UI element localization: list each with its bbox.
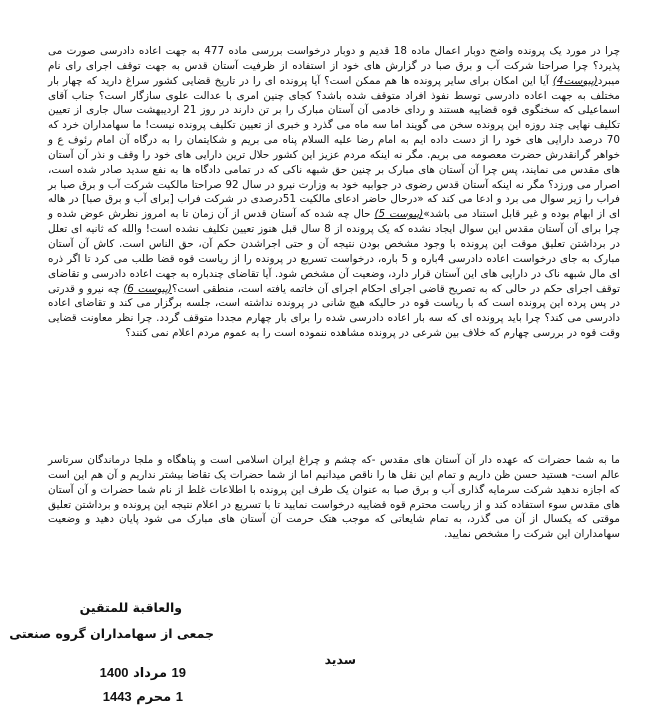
company-name: سدید	[324, 652, 356, 667]
lunar-date	[0, 689, 183, 705]
attachment-reference-4: (پیوست4)	[552, 74, 598, 87]
body-paragraph-2: ما به شما حضرات که عهده دار آن آستان های مقدس -که چشم و چراغ ایران اسلامی است و پناهگاه و ملجا درماندگان سرتاسر عالم است- هستید حسن ظن داریم و تمام این نقل ها را ناقص میدانیم اما از شما حضرات یک تقاضا بیشتر نداریم و آن هم این است که اجازه ندهید شرکت سرمایه گذاری آب و برق صبا به عنوان یک طرف این پرونده با اطلاعات غلط از نام شما حضرات و آن آستان های مقدس سوء استفاده کند و از ریاست محترم قوه قضاییه درخواست نمایید تا با تسریع در اعلام نتیجه این پرونده و برداشتن تعلیق موقتی که یکسال از آن می گذرد، به تمام شایعاتی که موجب هتک حرمت آن آستان های مبارک می شود پایان دهید و وضعیت سهامداران این شرکت را مشخص نمایید.	[48, 454, 620, 541]
solar-date-month: مرداد	[133, 666, 167, 681]
paragraph-1-text-b: آیا این امکان برای سایر پرونده ها هم ممکن است؟ آیا پرونده ای را در تاریخ قضایی کشور سراغ دارید که چهار بار مختلف به جهت اعاده دادرسی توسط نفوذ افراد متوقف شده باشد؟ کجای چنین امری با عدالت علوی سازگار است؟ جناب آقای اسماعیلی که سخنگوی قوه قضاییه هستند و ردای خادمی آن آستان مبارک را بر تن دارند در روز 21 اردیبهشت سال جاری از تعیین تکلیف نهایی چند روزه این پرونده سخن می گویند اما سه ماه می گذرد و خبری از تعیین تکلیف پرونده نیست! ما سهامداران خرد که 70 درصد دارایی های خود را از دست داده ایم به امام رضا علیه السلام پناه می بریم و شکایتمان را به درگاه آن امام رئوف ع و خواهر گرانقدرش حضرت معصومه می بریم. مگر نه اینکه مردم عزیز این کشور حلال ترین دارایی های خود را وقف و نذر آن آستان های مقدس می نمایند، پس چرا آن آستان های مبارک بر چنین حق شبهه ناکی که در تمامی دادگاه ها به نفع سدید صادر شده است، اصرار می ورزد؟ مگر نه اینکه آستان قدس رضوی در جوابیه خود به وزارت نیرو در سال 92 صراحتا مالکیت شرکت آب و برق صبا بر فراب را زیر سوال می برد و ادعا می کند که «درحال حاضر ادعای مالکیت 51درصدی در شرکت فراب [برای آب و برق صبا] در هاله ای از ابهام بوده و غیر قابل استناد می باشد»	[48, 74, 621, 221]
paragraph-1-text-a: چرا در مورد یک پرونده واضح دوبار اعمال ماده 18 قدیم و دوبار درخواست بررسی ماده 477 به جهت اعاده دادرسی صورت می پذیرد؟ چرا صراحتا شرکت آب و برق صبا در گزارش های خود از استفاده از ظرفیت آستان قدس به جهت توقف اجرای رای نام میبرد	[48, 45, 621, 87]
lunar-date-year: 1443	[102, 689, 132, 704]
paragraph-1-text-d: چه نیرو و قدرتی در پس پرده این پرونده است که با ریاست قوه در حالیکه هیچ شانی در پرونده نداشته است، جلسه برگزار می کند و تقاضای اعاده دادرسی می کند؟ چرا باید پرونده ای که سه بار اعاده دادرسی شده را برای بار چهارم مجددا متوقف گردد. چرا نظر معاونت قضایی وقت قوه در بررسی چهارم که خلاف بین شرعی در پرونده مشاهده ننموده است را به عموم مردم اعلام نمی کنند؟	[48, 282, 620, 340]
body-paragraph-1	[48, 44, 620, 341]
paragraph-1-text-c: حال چه شده که آستان قدس از آن زمان تا به امروز نظرش عوض شده و چرا برای آن آستان مقدس این سوال ایجاد نشده که یک پرونده از 8 سال قبل هنوز تعیین تکلیف نشده است! والله که ثانیه ای تعلل در برداشتن تعلیق موقت این پرونده با وجود مشخص بودن نتیجه آن و حتی اجراشدن حکم آن، حق الناس است. کاش آن آستان مبارک به جای درخواست اعاده دادرسی 4باره و 5 باره، درخواست تسریع در پرونده را از ریاست قوه قضا طلب می کرد تا اگر ذره ای مال شبهه ناک در دارایی های این آستان قرار دارد، وضعیت آن مشخص شود. آیا تقاضای چندباره به جهت اعاده دادرسی و تقاضای توقف اجرای حکم در حالی که به تصریح قاضی اجرای احکام اجرای آن خاتمه یافته است، منطقی است؟	[48, 208, 621, 295]
lunar-date-day: 1	[175, 689, 183, 704]
attachment-reference-6: (پیوست 6)	[123, 282, 172, 295]
signatory-line: جمعی از سهامداران گروه صنعتی	[9, 626, 214, 641]
attachment-reference-5: (پیوست 5)	[374, 208, 424, 221]
closing-phrase: والعاقبة للمتقین	[79, 600, 182, 615]
solar-date-year: 1400	[99, 665, 129, 680]
solar-date	[0, 665, 186, 681]
lunar-date-month: محرم	[136, 690, 172, 705]
solar-date-day: 19	[171, 665, 186, 680]
